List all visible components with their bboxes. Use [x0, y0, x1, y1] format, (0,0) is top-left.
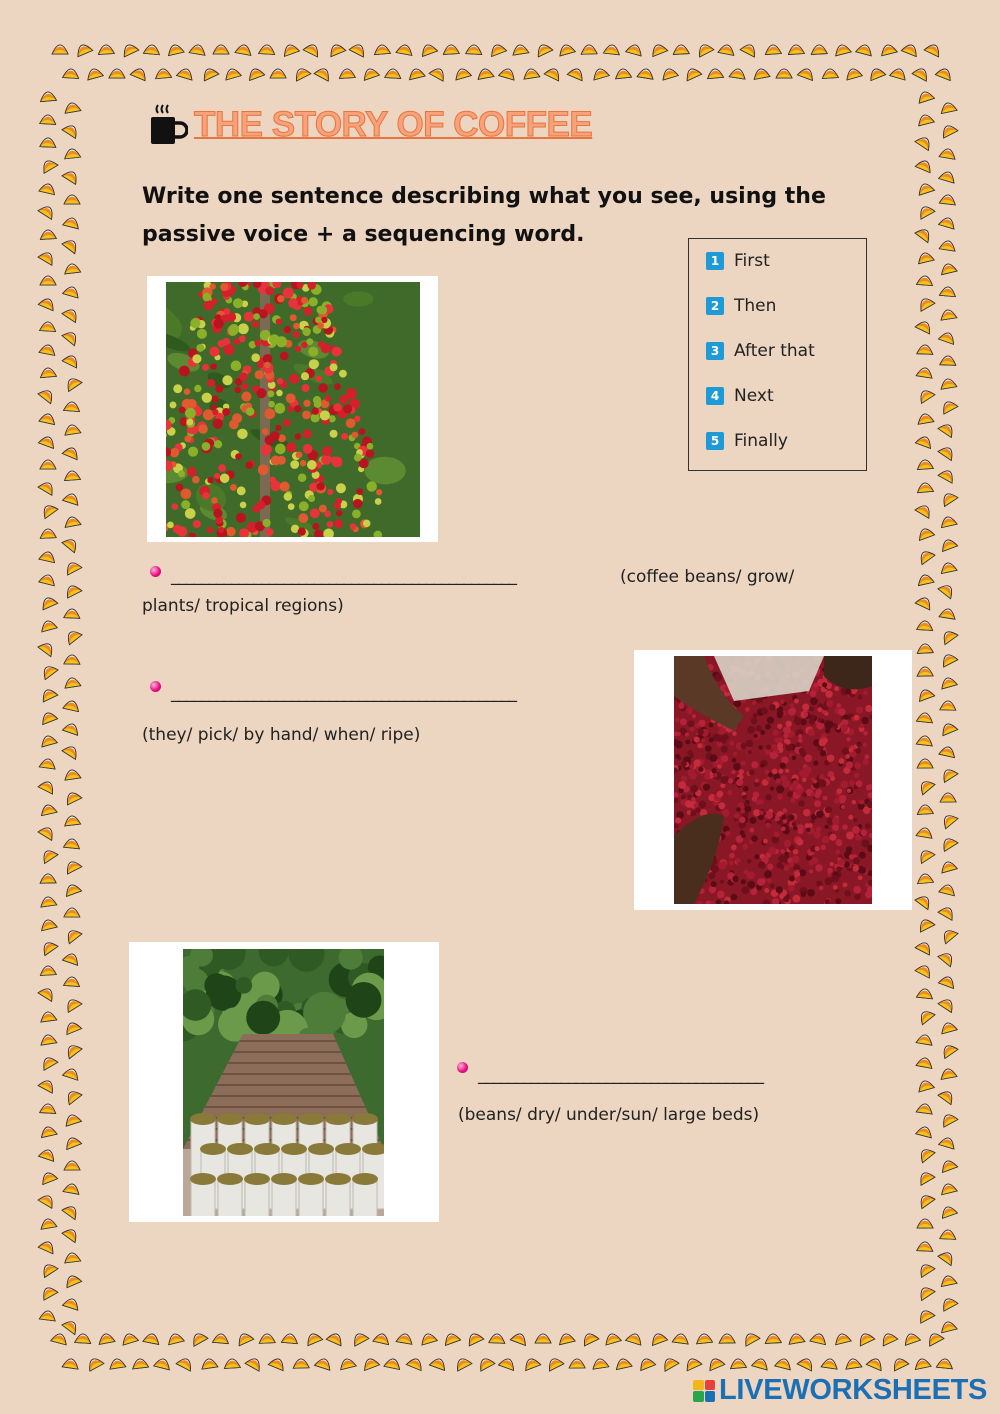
- sequence-word: Then: [734, 296, 777, 316]
- sequence-item: [706, 431, 788, 451]
- sequence-item: [706, 296, 776, 316]
- pink-ball-bullet-icon: [150, 566, 161, 577]
- answer-blank-3[interactable]: ______________________________________: [478, 1065, 763, 1085]
- hot-coffee-mug-icon: [148, 103, 188, 147]
- pink-ball-bullet-icon: [150, 681, 161, 692]
- sequence-item: [706, 251, 770, 271]
- sequencing-words-box: [688, 238, 867, 471]
- title-row: [148, 100, 592, 150]
- hint-1-line-1: (coffee beans/ grow/: [620, 567, 795, 587]
- sequence-item: [706, 386, 774, 406]
- number-badge-icon: 3: [706, 342, 724, 360]
- answer-blank-1[interactable]: ______________________________________________: [171, 566, 516, 586]
- liveworksheets-logo: [693, 1374, 987, 1407]
- drying-beds-photo: [129, 942, 439, 1222]
- instructions: Write one sentence describing what you see, using the passive voice + a sequencing word.: [142, 184, 826, 247]
- logo-mark-icon: [693, 1380, 715, 1402]
- number-badge-icon: 5: [706, 432, 724, 450]
- hand-sorting-photo: [634, 650, 912, 910]
- number-badge-icon: 1: [706, 252, 724, 270]
- page-title: THE STORY OF COFFEE: [194, 105, 593, 144]
- hint-1-line-2: plants/ tropical regions): [142, 596, 344, 616]
- sequence-word: After that: [734, 341, 815, 361]
- coffee-plant-photo: [147, 276, 438, 542]
- hint-2: (they/ pick/ by hand/ when/ ripe): [142, 725, 421, 745]
- sequence-word: Finally: [734, 431, 788, 451]
- sequence-item: [706, 341, 815, 361]
- number-badge-icon: 4: [706, 387, 724, 405]
- pink-ball-bullet-icon: [457, 1062, 468, 1073]
- brand-name: LIVEWORKSHEETS: [719, 1374, 988, 1406]
- sequence-word: Next: [734, 386, 774, 406]
- hint-3: (beans/ dry/ under/sun/ large beds): [458, 1105, 760, 1125]
- number-badge-icon: 2: [706, 297, 724, 315]
- sequence-word: First: [734, 251, 770, 271]
- answer-blank-2[interactable]: ______________________________________________: [171, 683, 516, 703]
